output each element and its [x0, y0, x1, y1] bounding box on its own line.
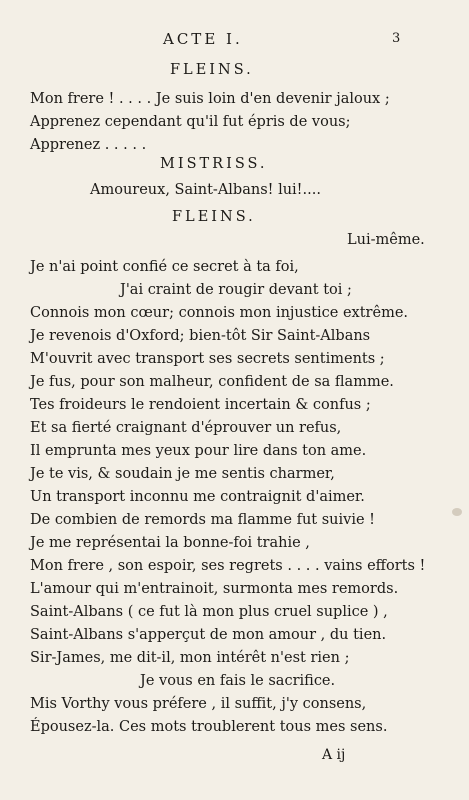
running-title: ACTE I. [163, 30, 243, 48]
verse-line: Tes froideurs le rendoient incertain & confus ; [30, 397, 371, 413]
verse-line: Je fus, pour son malheur, confident de sa flamme. [30, 374, 394, 390]
verse-line: Il emprunta mes yeux pour lire dans ton ame. [30, 443, 367, 459]
paper-stain [452, 508, 462, 516]
verse-line: Saint-Albans s'apperçut de mon amour , du tien. [30, 627, 387, 643]
verse-line: Mis Vorthy vous préfere , il suffit, j'y consens, [30, 696, 367, 712]
stage-direction: Lui-même. [347, 232, 425, 248]
verse-line: Épousez-la. Ces mots troublerent tous mes sens. [30, 719, 388, 735]
speaker-name: MISTRISS. [160, 156, 268, 172]
speaker-name: FLEINS. [170, 62, 254, 78]
verse-line: Et sa fierté craignant d'éprouver un refus, [30, 420, 342, 436]
verse-line: M'ouvrit avec transport ses secrets sentiments ; [30, 351, 385, 367]
verse-line: Apprenez . . . . . [30, 137, 147, 153]
verse-line: J'ai craint de rougir devant toi ; [120, 282, 352, 298]
page-number: 3 [392, 31, 401, 46]
verse-line: Sir-James, me dit-il, mon intérêt n'est rien ; [30, 650, 350, 666]
verse-line: Amoureux, Saint-Albans! lui!.... [90, 182, 321, 198]
speaker-name: FLEINS. [172, 209, 256, 225]
verse-line: Connois mon cœur; connois mon injustice extrême. [30, 305, 409, 321]
verse-line: Mon frere , son espoir, ses regrets . . . . vains efforts ! [30, 558, 426, 574]
verse-line: L'amour qui m'entrainoit, surmonta mes remords. [30, 581, 399, 597]
verse-line: Un transport inconnu me contraignit d'aimer. [30, 489, 365, 505]
verse-line: Je te vis, & soudain je me sentis charmer, [30, 466, 335, 482]
verse-line: Apprenez cependant qu'il fut épris de vous; [30, 114, 351, 130]
verse-line: Je revenois d'Oxford; bien-tôt Sir Saint-Albans [30, 328, 371, 344]
verse-line: Saint-Albans ( ce fut là mon plus cruel suplice ) , [30, 604, 388, 620]
verse-line: De combien de remords ma flamme fut suivie ! [30, 512, 376, 528]
verse-line: Mon frere ! . . . . Je suis loin d'en devenir jaloux ; [30, 91, 390, 107]
signature-mark: A ij [322, 747, 346, 763]
verse-line: Je n'ai point confié ce secret à ta foi, [30, 259, 299, 275]
verse-line: Je vous en fais le sacrifice. [140, 673, 336, 689]
verse-line: Je me représentai la bonne-foi trahie , [30, 535, 310, 551]
